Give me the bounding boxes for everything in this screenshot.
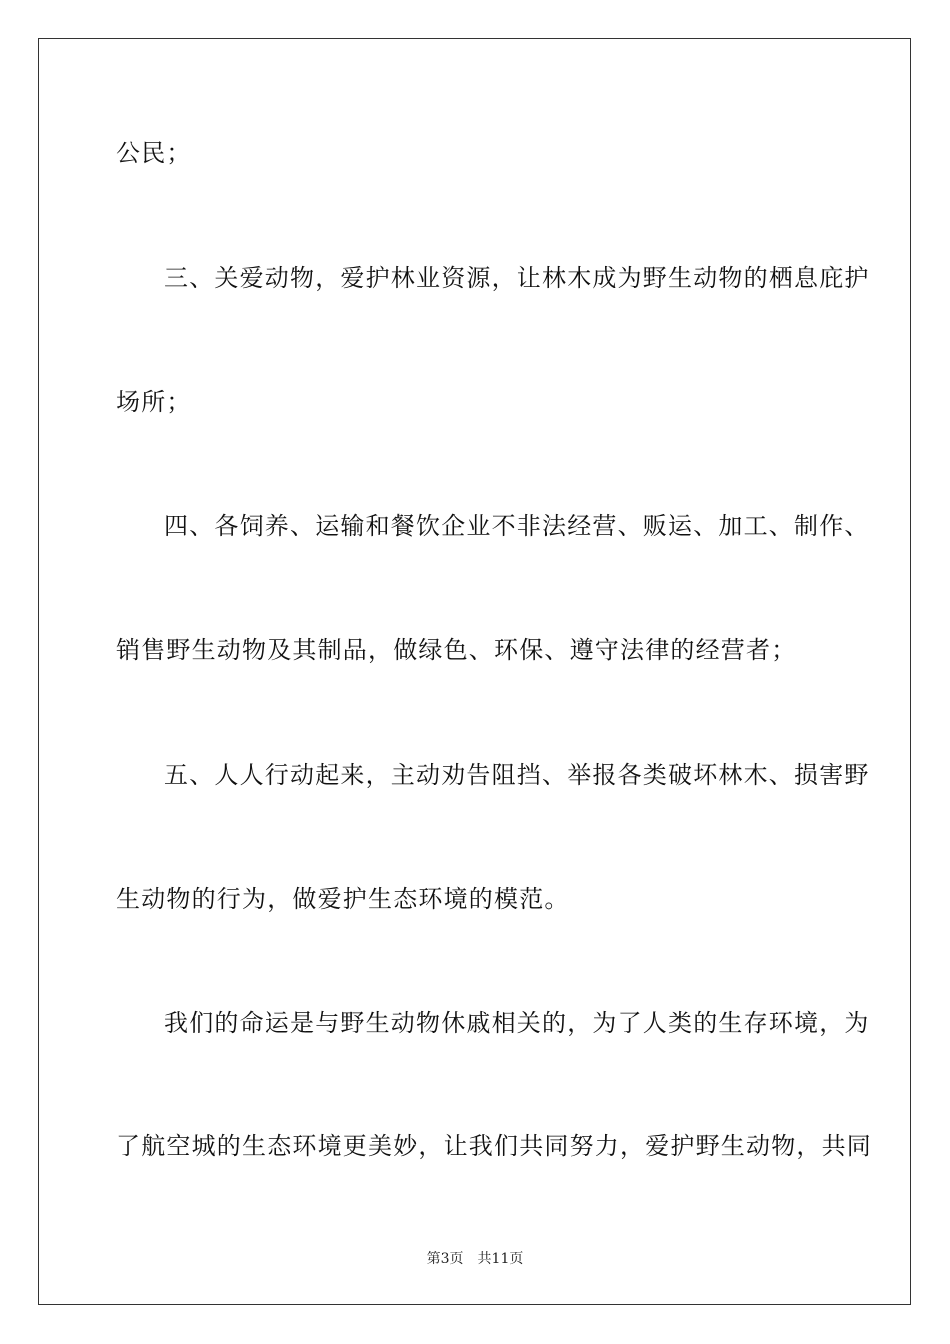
text-line: 生动物的行为，做爱护生态环境的模范。 <box>116 885 570 913</box>
page-footer <box>0 1250 950 1268</box>
page-number: 第3页 <box>426 1251 464 1267</box>
text-line: 四、各饲养、运输和餐饮企业不非法经营、贩运、加工、制作、 <box>164 512 870 540</box>
text-line: 了航空城的生态环境更美妙，让我们共同努力，爱护野生动物，共同 <box>116 1132 872 1160</box>
text-line: 三、关爱动物，爱护林业资源，让林木成为野生动物的栖息庇护 <box>164 264 870 292</box>
text-line: 我们的命运是与野生动物休戚相关的，为了人类的生存环境，为 <box>164 1009 870 1037</box>
page-total: 共11页 <box>477 1251 524 1267</box>
text-line: 五、人人行动起来，主动劝告阻挡、举报各类破坏林木、损害野 <box>164 761 870 789</box>
text-line: 公民； <box>116 139 192 167</box>
text-line: 销售野生动物及其制品，做绿色、环保、遵守法律的经营者； <box>116 636 797 664</box>
page-border <box>38 38 911 1305</box>
text-line: 场所； <box>116 388 192 416</box>
